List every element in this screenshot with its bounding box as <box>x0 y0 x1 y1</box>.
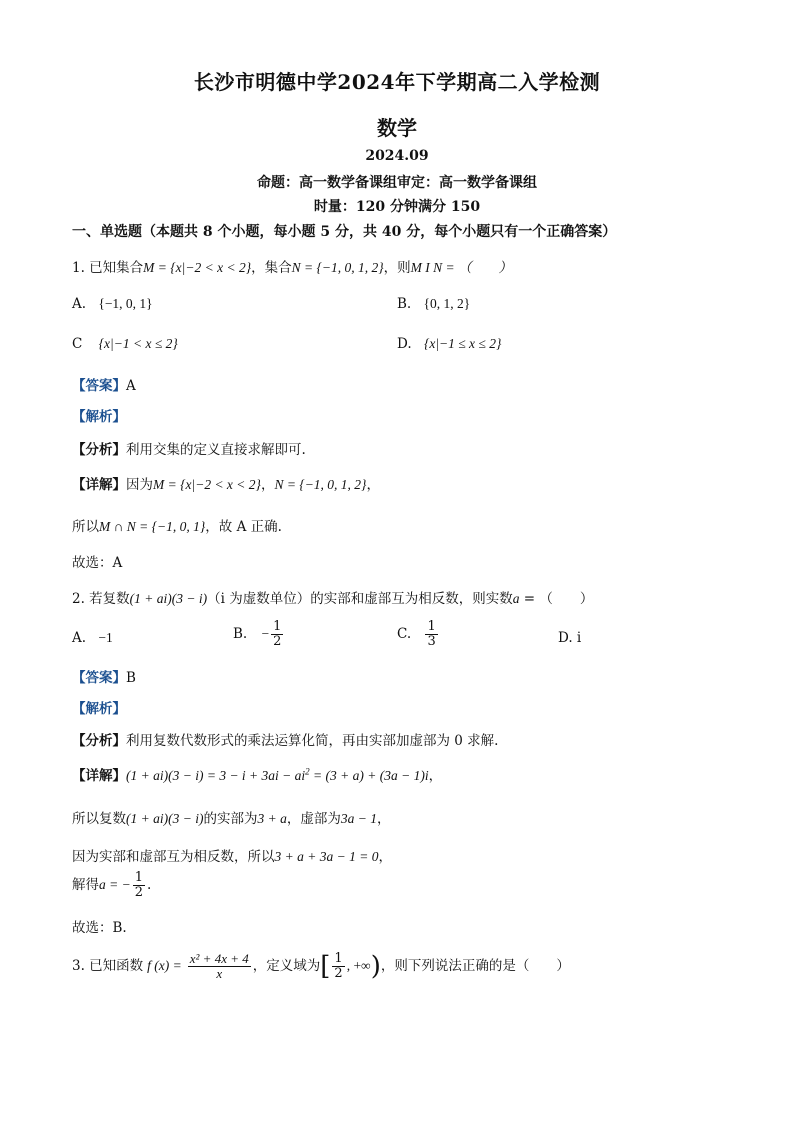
method-label: 【分析】 <box>72 733 126 749</box>
option-label: A. <box>72 296 87 312</box>
question-2-stem <box>72 587 593 607</box>
q2-answer <box>72 666 136 686</box>
method-label: 【分析】 <box>72 442 126 458</box>
fraction-denominator: 2 <box>134 885 144 900</box>
option-label: B. <box>233 626 248 642</box>
detail-set-m: M = {x|−2 < x < 2} <box>153 477 261 492</box>
question-3-stem <box>72 952 570 981</box>
fraction-numerator: 1 <box>134 870 144 885</box>
fraction-denominator: x <box>216 966 223 981</box>
subject-title: 数学 <box>377 116 417 140</box>
line-text: 因为实部和虚部互为相反数，所以 <box>72 849 275 865</box>
option-value: {−1, 0, 1} <box>98 296 153 311</box>
q1-ask: ，则 <box>383 260 411 276</box>
option-value: {x|−1 < x ≤ 2} <box>98 336 178 351</box>
q2-line2 <box>72 807 390 827</box>
domain-bracket-open: [ <box>320 951 331 982</box>
q1-option-a <box>72 296 153 312</box>
q1-detail <box>72 473 380 493</box>
option-label: C. <box>397 626 412 642</box>
q1-intersect: M I N = （ ） <box>410 260 512 275</box>
option-label: A. <box>72 630 87 646</box>
q1-number: 1. 已知集合 <box>72 260 144 276</box>
option-value: −1 <box>98 630 113 645</box>
detail-sep: ， <box>260 477 275 493</box>
q3-number: 3. 已知函数 <box>72 958 144 974</box>
q2-detail <box>72 764 442 784</box>
q1-choose <box>72 551 122 571</box>
q1-set-n: N = {−1, 0, 1, 2} <box>291 260 384 275</box>
q2-choose <box>72 916 127 936</box>
detail-end: ， <box>428 768 443 784</box>
q1-answer <box>72 374 136 394</box>
exam-date: 2024.09 <box>365 148 429 164</box>
question-1-stem <box>72 256 512 276</box>
detail-end: ， <box>366 477 380 493</box>
fraction-numerator: 1 <box>273 619 282 634</box>
detail-exponent: 2 <box>305 766 310 777</box>
q1-analysis <box>72 405 126 425</box>
option-label: D. <box>397 336 412 352</box>
q1-conclusion <box>72 515 282 535</box>
detail-text: 因为 <box>126 477 153 493</box>
line-text: ， <box>376 811 391 827</box>
analysis-label: 【解析】 <box>72 701 126 717</box>
q1-option-b <box>397 296 470 312</box>
option-sign: − <box>261 626 270 641</box>
detail-label: 【详解】 <box>72 477 126 493</box>
section-heading: 一、单选题（本题共 8 个小题，每小题 5 分，共 40 分，每个小题只有一个正确答案） <box>72 224 617 240</box>
line-text: 的实部为 <box>203 811 258 827</box>
detail-label: 【详解】 <box>72 768 126 784</box>
exam-title: 长沙市明德中学2024年下学期高二入学检测 <box>193 70 601 94</box>
q1-option-c <box>72 336 178 352</box>
fraction-denominator: 2 <box>273 634 282 649</box>
q2-option-b <box>233 620 285 649</box>
fraction-numerator: 1 <box>334 951 343 966</box>
line-expr: 3 + a <box>257 811 287 826</box>
q2-option-a <box>72 630 113 646</box>
line-text: ，虚部为 <box>286 811 341 827</box>
conclusion-expr: M ∩ N = {−1, 0, 1} <box>99 519 206 534</box>
line-text: . <box>147 877 152 893</box>
analysis-label: 【解析】 <box>72 409 126 425</box>
option-value: {0, 1, 2} <box>423 296 471 311</box>
q3-function-fraction <box>188 952 251 981</box>
method-text: 利用交集的定义直接求解即可. <box>126 442 306 458</box>
line-expr: 3a − 1 <box>340 811 377 826</box>
q1-option-d <box>397 336 501 352</box>
exam-duration: 时量：120 分钟满分 150 <box>313 199 481 215</box>
method-text: 利用复数代数形式的乘法运算化简，再由实部加虚部为 0 求解. <box>126 733 499 749</box>
detail-expr: = (3 + a) + (3a − 1)i <box>309 768 429 783</box>
q1-sep: ，集合 <box>251 260 292 276</box>
q3-text: ，定义域为 <box>252 958 321 974</box>
answer-value: B <box>126 670 136 686</box>
detail-expr: (1 + ai)(3 − i) = 3 − i + 3ai − ai <box>126 768 306 783</box>
fraction-denominator: 2 <box>334 966 343 981</box>
line-text: 所以复数 <box>72 811 126 827</box>
q2-line3 <box>72 845 392 865</box>
line-text: 解得 <box>72 877 99 893</box>
line-expr: (1 + ai)(3 − i) <box>126 811 204 826</box>
detail-set-n: N = {−1, 0, 1, 2} <box>274 477 367 492</box>
line-expr: 3 + a + 3a − 1 = 0 <box>274 849 379 864</box>
option-fraction <box>425 620 437 649</box>
q2-option-d: D. i <box>558 630 582 646</box>
domain-paren-close: ) <box>370 951 381 982</box>
q3-function-name: f (x) = <box>147 958 182 973</box>
q3-domain-tail: , +∞ <box>346 958 371 973</box>
q2-expr: (1 + ai)(3 − i) <box>129 591 208 606</box>
choose-value: A <box>112 555 123 571</box>
exam-authors: 命题：高一数学备课组审定：高一数学备课组 <box>257 175 537 191</box>
q3-ask: ，则下列说法正确的是（ ） <box>380 958 570 974</box>
q2-line4 <box>72 871 151 900</box>
conclusion-text: 所以 <box>72 519 99 535</box>
line-fraction <box>133 871 145 900</box>
conclusion-text: ，故 A 正确. <box>205 519 282 535</box>
choose-label: 故选： <box>72 555 113 571</box>
q2-var: a <box>512 591 520 606</box>
option-fraction <box>271 620 283 649</box>
q2-number: 2. 若复数 <box>72 591 130 607</box>
q2-analysis <box>72 697 126 717</box>
choose-value: B. <box>112 920 127 936</box>
option-label: B. <box>397 296 412 312</box>
line-expr: a = − <box>99 877 131 892</box>
q2-method <box>72 729 498 749</box>
q1-set-m: M = {x|−2 < x < 2} <box>143 260 252 275</box>
q2-text: （i 为虚数单位）的实部和虚部互为相反数，则实数 <box>207 591 513 607</box>
q2-option-c <box>397 620 440 649</box>
fraction-numerator: x² + 4x + 4 <box>189 951 249 966</box>
answer-label: 【答案】 <box>72 670 126 686</box>
line-text: ， <box>378 849 392 865</box>
q2-ask: = （ ） <box>519 591 594 607</box>
q1-method <box>72 438 306 458</box>
fraction-numerator: 1 <box>427 619 436 634</box>
fraction-denominator: 3 <box>427 634 436 649</box>
answer-value: A <box>126 378 136 394</box>
q3-domain-fraction <box>332 952 344 981</box>
answer-label: 【答案】 <box>72 378 126 394</box>
option-label: C <box>72 336 83 352</box>
option-value: {x|−1 ≤ x ≤ 2} <box>423 336 502 351</box>
choose-label: 故选： <box>72 920 113 936</box>
